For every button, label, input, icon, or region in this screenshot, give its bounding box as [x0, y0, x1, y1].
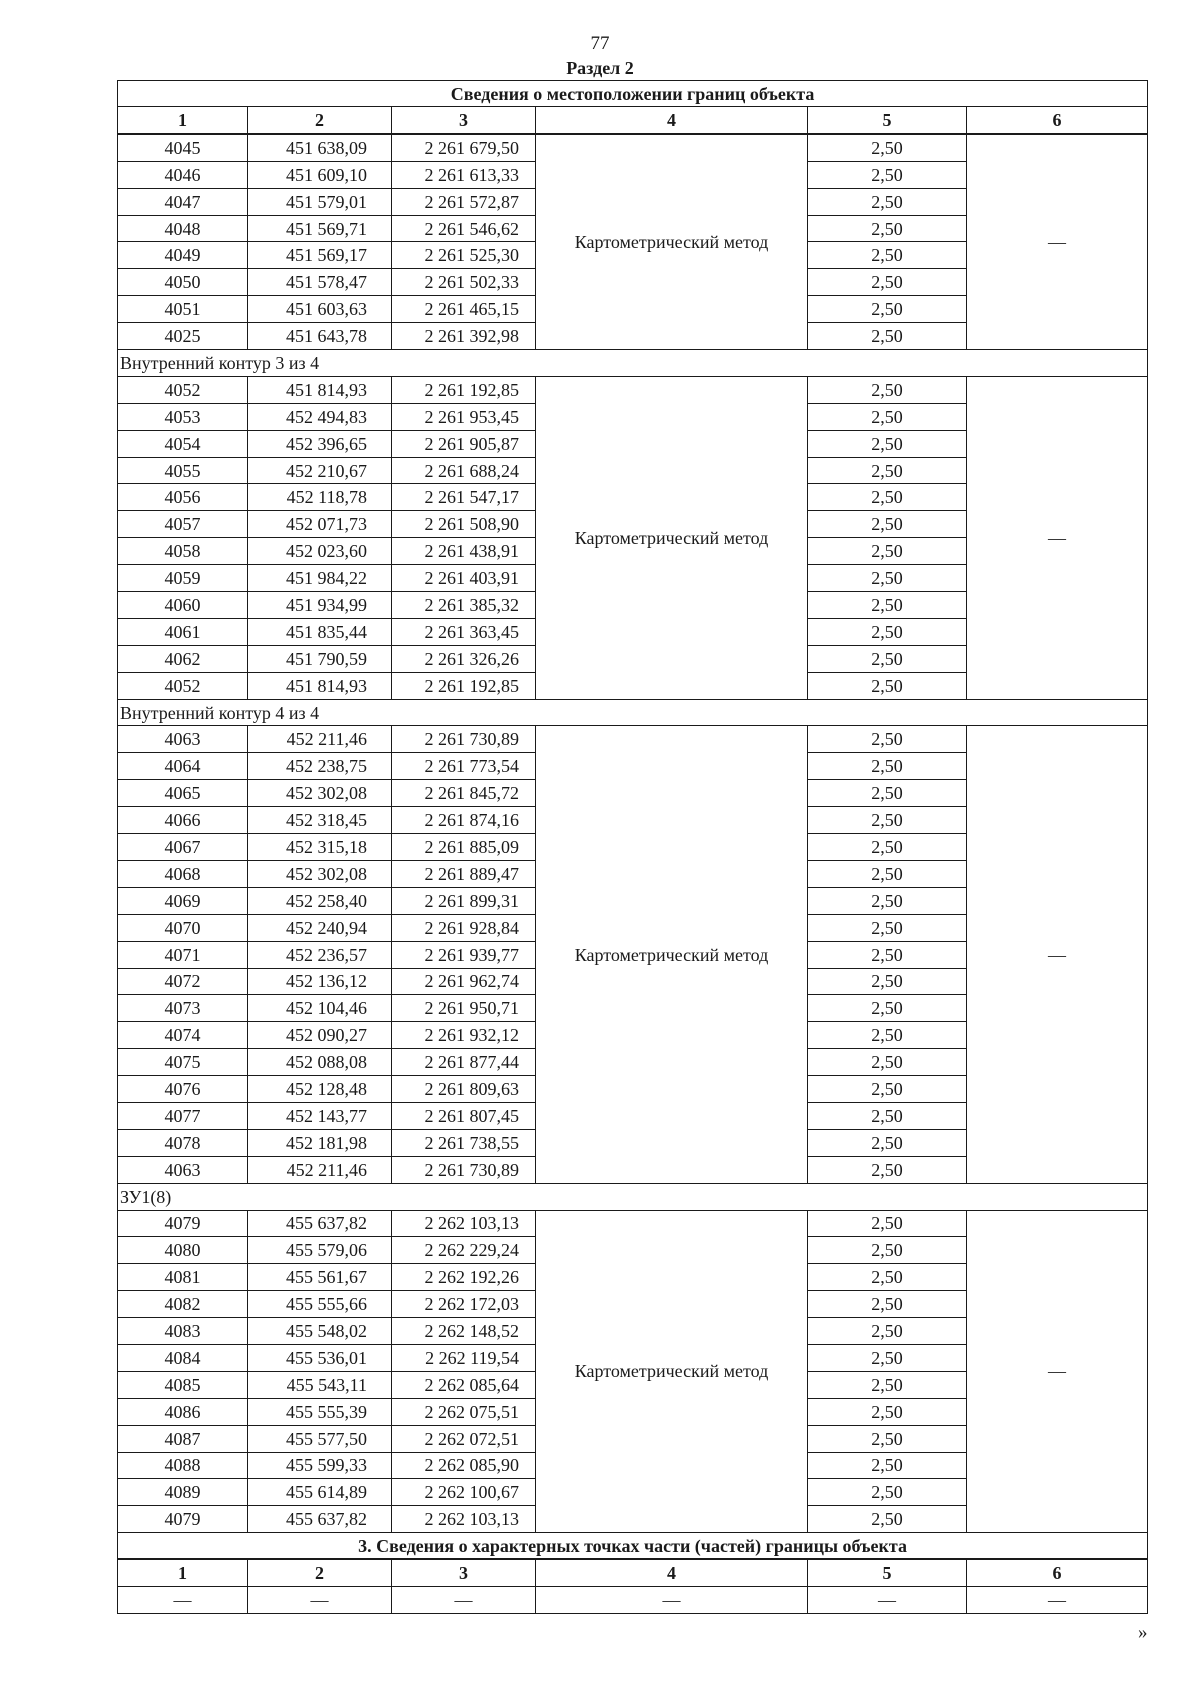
- accuracy-value: 2,50: [808, 1076, 967, 1103]
- point-number: 4070: [118, 914, 248, 941]
- part3-header-row: [118, 1559, 1148, 1586]
- column-header-row: [118, 107, 1148, 134]
- column-header: 5: [808, 107, 967, 134]
- point-number: 4077: [118, 1102, 248, 1129]
- accuracy-value: 2,50: [808, 914, 967, 941]
- coord-x: 452 128,48: [248, 1076, 392, 1103]
- accuracy-value: 2,50: [808, 1049, 967, 1076]
- table-row: [118, 376, 1148, 403]
- note-cell: —: [967, 726, 1148, 1183]
- end-quote-mark: »: [1138, 1622, 1148, 1643]
- accuracy-value: 2,50: [808, 484, 967, 511]
- point-number: 4084: [118, 1344, 248, 1371]
- coord-y: 2 261 572,87: [392, 188, 536, 215]
- coord-x: 451 569,71: [248, 215, 392, 242]
- point-number: 4049: [118, 242, 248, 269]
- coord-x: 452 071,73: [248, 511, 392, 538]
- table-row: [118, 1587, 1148, 1614]
- point-number: 4089: [118, 1479, 248, 1506]
- accuracy-value: 2,50: [808, 538, 967, 565]
- coord-x: 451 790,59: [248, 645, 392, 672]
- coord-y: 2 262 085,64: [392, 1371, 536, 1398]
- point-number: 4075: [118, 1049, 248, 1076]
- point-number: 4074: [118, 1022, 248, 1049]
- coord-x: 452 236,57: [248, 941, 392, 968]
- point-number: 4079: [118, 1506, 248, 1533]
- dash-cell: —: [392, 1587, 536, 1614]
- point-number: 4048: [118, 215, 248, 242]
- point-number: 4052: [118, 376, 248, 403]
- accuracy-value: 2,50: [808, 134, 967, 161]
- accuracy-value: 2,50: [808, 618, 967, 645]
- coord-x: 452 136,12: [248, 968, 392, 995]
- accuracy-value: 2,50: [808, 403, 967, 430]
- point-number: 4054: [118, 430, 248, 457]
- coord-y: 2 261 502,33: [392, 269, 536, 296]
- point-number: 4056: [118, 484, 248, 511]
- coord-x: 455 555,66: [248, 1291, 392, 1318]
- coord-x: 452 240,94: [248, 914, 392, 941]
- point-number: 4082: [118, 1291, 248, 1318]
- point-number: 4059: [118, 565, 248, 592]
- point-number: 4061: [118, 618, 248, 645]
- accuracy-value: 2,50: [808, 1398, 967, 1425]
- column-header: 3: [392, 1559, 536, 1586]
- table-title: Сведения о местоположении границ объекта: [118, 81, 1148, 107]
- note-cell: —: [967, 134, 1148, 350]
- point-number: 4050: [118, 269, 248, 296]
- coord-x: 451 638,09: [248, 134, 392, 161]
- column-header: 2: [248, 1559, 392, 1586]
- table-row: [118, 1210, 1148, 1237]
- accuracy-value: 2,50: [808, 1129, 967, 1156]
- accuracy-value: 2,50: [808, 188, 967, 215]
- coord-y: 2 262 192,26: [392, 1264, 536, 1291]
- contour-label-row: [118, 699, 1148, 726]
- point-number: 4083: [118, 1318, 248, 1345]
- accuracy-value: 2,50: [808, 1344, 967, 1371]
- coord-x: 451 579,01: [248, 188, 392, 215]
- point-number: 4052: [118, 672, 248, 699]
- coord-x: 455 599,33: [248, 1452, 392, 1479]
- accuracy-value: 2,50: [808, 834, 967, 861]
- coord-x: 452 104,46: [248, 995, 392, 1022]
- coord-y: 2 261 807,45: [392, 1102, 536, 1129]
- point-number: 4087: [118, 1425, 248, 1452]
- point-number: 4068: [118, 860, 248, 887]
- point-number: 4085: [118, 1371, 248, 1398]
- coord-y: 2 261 326,26: [392, 645, 536, 672]
- coord-y: 2 262 103,13: [392, 1210, 536, 1237]
- accuracy-value: 2,50: [808, 565, 967, 592]
- point-number: 4066: [118, 807, 248, 834]
- accuracy-value: 2,50: [808, 887, 967, 914]
- coord-y: 2 261 889,47: [392, 860, 536, 887]
- coord-y: 2 261 679,50: [392, 134, 536, 161]
- accuracy-value: 2,50: [808, 995, 967, 1022]
- accuracy-value: 2,50: [808, 1237, 967, 1264]
- coord-x: 451 814,93: [248, 672, 392, 699]
- accuracy-value: 2,50: [808, 269, 967, 296]
- point-number: 4058: [118, 538, 248, 565]
- column-header: 6: [967, 1559, 1148, 1586]
- coord-x: 452 088,08: [248, 1049, 392, 1076]
- column-header: 6: [967, 107, 1148, 134]
- dash-cell: —: [248, 1587, 392, 1614]
- coord-y: 2 262 075,51: [392, 1398, 536, 1425]
- coord-x: 451 984,22: [248, 565, 392, 592]
- accuracy-value: 2,50: [808, 672, 967, 699]
- point-number: 4047: [118, 188, 248, 215]
- accuracy-value: 2,50: [808, 430, 967, 457]
- coord-x: 452 258,40: [248, 887, 392, 914]
- coord-x: 452 143,77: [248, 1102, 392, 1129]
- coord-y: 2 261 874,16: [392, 807, 536, 834]
- point-number: 4060: [118, 592, 248, 619]
- coord-y: 2 262 119,54: [392, 1344, 536, 1371]
- coord-y: 2 261 363,45: [392, 618, 536, 645]
- coord-x: 452 396,65: [248, 430, 392, 457]
- accuracy-value: 2,50: [808, 645, 967, 672]
- accuracy-value: 2,50: [808, 323, 967, 350]
- contour-label: Внутренний контур 3 из 4: [118, 350, 1148, 377]
- point-number: 4062: [118, 645, 248, 672]
- coord-x: 452 318,45: [248, 807, 392, 834]
- point-number: 4064: [118, 753, 248, 780]
- contour-label-row: [118, 350, 1148, 377]
- coord-x: 451 609,10: [248, 161, 392, 188]
- coord-y: 2 261 192,85: [392, 672, 536, 699]
- accuracy-value: 2,50: [808, 1022, 967, 1049]
- coord-y: 2 261 730,89: [392, 726, 536, 753]
- coord-x: 451 934,99: [248, 592, 392, 619]
- coord-x: 455 637,82: [248, 1210, 392, 1237]
- method-cell: Картометрический метод: [536, 1210, 808, 1533]
- coord-x: 455 614,89: [248, 1479, 392, 1506]
- dash-cell: —: [536, 1587, 808, 1614]
- accuracy-value: 2,50: [808, 1102, 967, 1129]
- coord-x: 451 814,93: [248, 376, 392, 403]
- accuracy-value: 2,50: [808, 807, 967, 834]
- coord-y: 2 262 148,52: [392, 1318, 536, 1345]
- accuracy-value: 2,50: [808, 968, 967, 995]
- coord-y: 2 261 845,72: [392, 780, 536, 807]
- coord-y: 2 261 547,17: [392, 484, 536, 511]
- coord-x: 452 238,75: [248, 753, 392, 780]
- coord-y: 2 261 809,63: [392, 1076, 536, 1103]
- coord-y: 2 262 085,90: [392, 1452, 536, 1479]
- coord-x: 455 536,01: [248, 1344, 392, 1371]
- coord-x: 455 579,06: [248, 1237, 392, 1264]
- accuracy-value: 2,50: [808, 511, 967, 538]
- coord-x: 451 569,17: [248, 242, 392, 269]
- accuracy-value: 2,50: [808, 780, 967, 807]
- coord-y: 2 261 773,54: [392, 753, 536, 780]
- point-number: 4076: [118, 1076, 248, 1103]
- coord-y: 2 261 385,32: [392, 592, 536, 619]
- table-title-row: [118, 81, 1148, 107]
- column-header: 1: [118, 1559, 248, 1586]
- accuracy-value: 2,50: [808, 1291, 967, 1318]
- coord-y: 2 262 103,13: [392, 1506, 536, 1533]
- point-number: 4079: [118, 1210, 248, 1237]
- coord-x: 452 211,46: [248, 1156, 392, 1183]
- coord-y: 2 261 905,87: [392, 430, 536, 457]
- coord-y: 2 261 877,44: [392, 1049, 536, 1076]
- coord-x: 455 577,50: [248, 1425, 392, 1452]
- table-row: [118, 726, 1148, 753]
- point-number: 4055: [118, 457, 248, 484]
- coord-x: 452 210,67: [248, 457, 392, 484]
- coord-y: 2 261 899,31: [392, 887, 536, 914]
- coord-y: 2 261 953,45: [392, 403, 536, 430]
- coord-y: 2 261 688,24: [392, 457, 536, 484]
- point-number: 4072: [118, 968, 248, 995]
- coord-y: 2 261 950,71: [392, 995, 536, 1022]
- coord-x: 452 023,60: [248, 538, 392, 565]
- part3-title-row: [118, 1533, 1148, 1560]
- accuracy-value: 2,50: [808, 242, 967, 269]
- coord-y: 2 262 172,03: [392, 1291, 536, 1318]
- coord-y: 2 261 192,85: [392, 376, 536, 403]
- coord-x: 452 181,98: [248, 1129, 392, 1156]
- boundary-table: [117, 80, 1148, 1614]
- dash-cell: —: [808, 1587, 967, 1614]
- table-row: [118, 134, 1148, 161]
- coord-y: 2 261 962,74: [392, 968, 536, 995]
- coord-y: 2 261 730,89: [392, 1156, 536, 1183]
- column-header: 4: [536, 1559, 808, 1586]
- point-number: 4080: [118, 1237, 248, 1264]
- coord-x: 452 211,46: [248, 726, 392, 753]
- point-number: 4025: [118, 323, 248, 350]
- coord-y: 2 261 928,84: [392, 914, 536, 941]
- point-number: 4065: [118, 780, 248, 807]
- coord-x: 455 637,82: [248, 1506, 392, 1533]
- accuracy-value: 2,50: [808, 941, 967, 968]
- accuracy-value: 2,50: [808, 1479, 967, 1506]
- dash-cell: —: [118, 1587, 248, 1614]
- point-number: 4078: [118, 1129, 248, 1156]
- point-number: 4071: [118, 941, 248, 968]
- part3-title: 3. Сведения о характерных точках части (частей) границы объекта: [118, 1533, 1148, 1560]
- point-number: 4045: [118, 134, 248, 161]
- contour-label-row: [118, 1183, 1148, 1210]
- point-number: 4073: [118, 995, 248, 1022]
- accuracy-value: 2,50: [808, 376, 967, 403]
- accuracy-value: 2,50: [808, 860, 967, 887]
- method-cell: Картометрический метод: [536, 376, 808, 699]
- point-number: 4088: [118, 1452, 248, 1479]
- point-number: 4086: [118, 1398, 248, 1425]
- note-cell: —: [967, 1210, 1148, 1533]
- coord-x: 452 302,08: [248, 860, 392, 887]
- coord-x: 455 555,39: [248, 1398, 392, 1425]
- accuracy-value: 2,50: [808, 1318, 967, 1345]
- coord-y: 2 261 932,12: [392, 1022, 536, 1049]
- coord-x: 452 315,18: [248, 834, 392, 861]
- coord-y: 2 261 738,55: [392, 1129, 536, 1156]
- coord-x: 455 561,67: [248, 1264, 392, 1291]
- point-number: 4046: [118, 161, 248, 188]
- coord-y: 2 261 939,77: [392, 941, 536, 968]
- coord-x: 451 835,44: [248, 618, 392, 645]
- coord-y: 2 261 508,90: [392, 511, 536, 538]
- accuracy-value: 2,50: [808, 457, 967, 484]
- accuracy-value: 2,50: [808, 1156, 967, 1183]
- coord-x: 451 578,47: [248, 269, 392, 296]
- column-header: 5: [808, 1559, 967, 1586]
- accuracy-value: 2,50: [808, 726, 967, 753]
- coord-y: 2 261 525,30: [392, 242, 536, 269]
- coord-y: 2 262 100,67: [392, 1479, 536, 1506]
- accuracy-value: 2,50: [808, 1506, 967, 1533]
- coord-y: 2 261 613,33: [392, 161, 536, 188]
- point-number: 4063: [118, 1156, 248, 1183]
- coord-x: 455 548,02: [248, 1318, 392, 1345]
- point-number: 4069: [118, 887, 248, 914]
- coord-y: 2 262 072,51: [392, 1425, 536, 1452]
- coord-y: 2 261 403,91: [392, 565, 536, 592]
- coord-x: 451 603,63: [248, 296, 392, 323]
- accuracy-value: 2,50: [808, 161, 967, 188]
- coord-y: 2 261 392,98: [392, 323, 536, 350]
- coord-y: 2 261 465,15: [392, 296, 536, 323]
- accuracy-value: 2,50: [808, 592, 967, 619]
- accuracy-value: 2,50: [808, 1210, 967, 1237]
- column-header: 4: [536, 107, 808, 134]
- column-header: 3: [392, 107, 536, 134]
- coord-x: 451 643,78: [248, 323, 392, 350]
- contour-label: Внутренний контур 4 из 4: [118, 699, 1148, 726]
- accuracy-value: 2,50: [808, 753, 967, 780]
- accuracy-value: 2,50: [808, 296, 967, 323]
- coord-x: 452 302,08: [248, 780, 392, 807]
- coord-y: 2 262 229,24: [392, 1237, 536, 1264]
- accuracy-value: 2,50: [808, 1452, 967, 1479]
- point-number: 4063: [118, 726, 248, 753]
- point-number: 4081: [118, 1264, 248, 1291]
- coord-y: 2 261 438,91: [392, 538, 536, 565]
- page-number: 77: [590, 33, 610, 54]
- point-number: 4067: [118, 834, 248, 861]
- coord-y: 2 261 885,09: [392, 834, 536, 861]
- accuracy-value: 2,50: [808, 1264, 967, 1291]
- coord-x: 455 543,11: [248, 1371, 392, 1398]
- coord-y: 2 261 546,62: [392, 215, 536, 242]
- column-header: 1: [118, 107, 248, 134]
- section-title: Раздел 2: [566, 58, 634, 78]
- accuracy-value: 2,50: [808, 1425, 967, 1452]
- coord-x: 452 494,83: [248, 403, 392, 430]
- point-number: 4057: [118, 511, 248, 538]
- method-cell: Картометрический метод: [536, 726, 808, 1183]
- method-cell: Картометрический метод: [536, 134, 808, 350]
- accuracy-value: 2,50: [808, 1371, 967, 1398]
- contour-label: ЗУ1(8): [118, 1183, 1148, 1210]
- point-number: 4051: [118, 296, 248, 323]
- accuracy-value: 2,50: [808, 215, 967, 242]
- note-cell: —: [967, 376, 1148, 699]
- coord-x: 452 118,78: [248, 484, 392, 511]
- column-header: 2: [248, 107, 392, 134]
- coord-x: 452 090,27: [248, 1022, 392, 1049]
- dash-cell: —: [967, 1587, 1148, 1614]
- point-number: 4053: [118, 403, 248, 430]
